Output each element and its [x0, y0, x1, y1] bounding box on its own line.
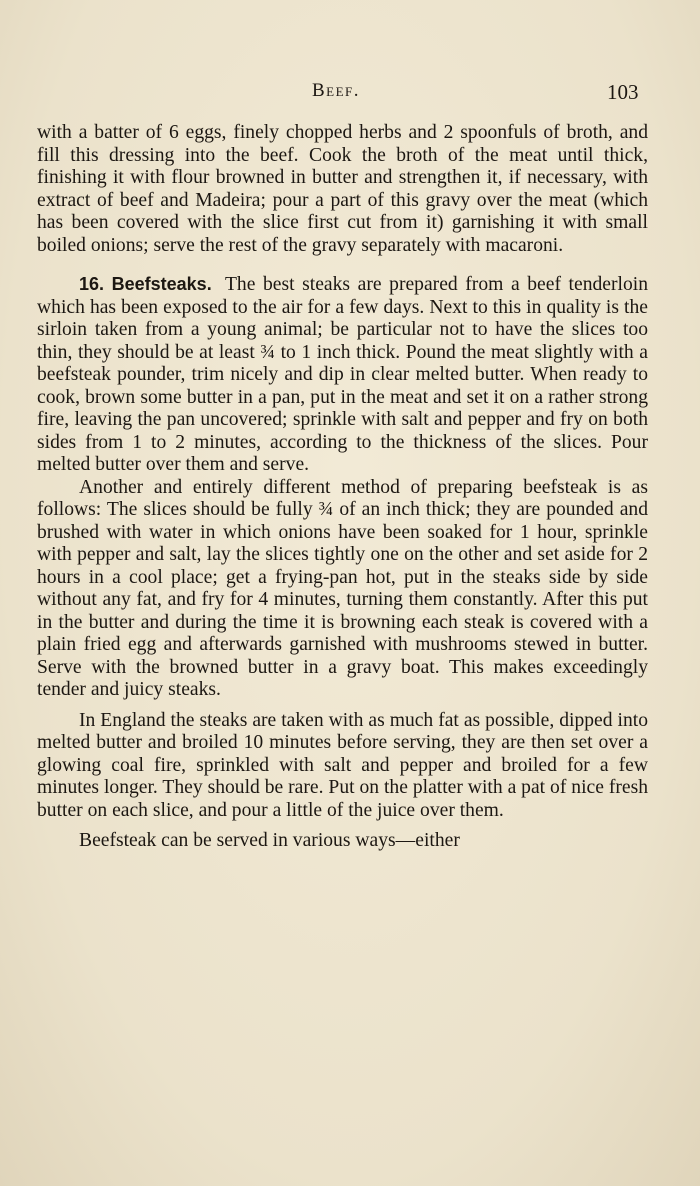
recipe-beefsteaks-paragraph	[37, 273, 648, 477]
page-header	[0, 80, 700, 110]
page-number: 103	[607, 80, 639, 104]
running-head: Beef.	[312, 80, 361, 101]
paragraph-serving: Beefsteak can be served in various ways—either	[79, 830, 460, 851]
recipe-text: The best steaks are prepared from a beef tenderloin which has been exposed to the air for a few days. Next to this in quality is the sirloin taken from a young animal; be particular not to have the slices too thin, they should be at least ¾ to 1 inch thick. Pound the meat slightly with a beefsteak pounder, trim nicely and dip in clear melted butter. When ready to cook, brown some butter in a pan, put in the meat and set it on a rather strong fire, leaving the pan uncovered; sprinkle with salt and pepper and fry on both sides from 1 to 2 minutes, according to the thickness of the slices. Pour melted butter over them and serve.	[37, 274, 648, 475]
paragraph-alternate-method: Another and entirely different method of preparing beefsteak is as follows: The slices should be fully ¾ of an inch thick; they are pounded and brushed with water in which onions have been soaked for 1 hour, sprinkle with pepper and salt, lay the slices tightly one on the other and set aside for 2 hours in a cool place; get a frying-pan hot, put in the steaks side by side without any fat, and fry for 4 minutes, turning them constantly. After this put in the butter and during the time it is browning each steak is covered with a plain fried egg and afterwards garnished with mushrooms stewed in butter. Serve with the browned butter in a gravy boat. This makes exceedingly tender and juicy steaks.	[37, 476, 648, 700]
recipe-title: Beefsteaks.	[111, 274, 212, 294]
paragraph-continuation: with a batter of 6 eggs, finely chopped herbs and 2 spoonfuls of broth, and fill this dressing into the beef. Cook the broth of the meat until thick, finishing it with flour browned in butter and strengthen it, if necessary, with extract of beef and Madeira; pour a part of this gravy over the meat (which has been covered with the slice first cut from it) garnishing it with small boiled onions; serve the rest of the gravy separately with macaroni.	[37, 122, 648, 256]
recipe-number: 16.	[79, 274, 105, 294]
paragraph-england: In England the steaks are taken with as much fat as possible, dipped into melted butter and broiled 10 minutes before serving, they are then set over a glowing coal fire, sprinkled with salt and pepper and broiled for a few minutes longer. They should be rare. Put on the platter with a pat of nice fresh butter on each slice, and pour a little of the juice over them.	[37, 709, 648, 821]
page-body	[37, 122, 648, 853]
